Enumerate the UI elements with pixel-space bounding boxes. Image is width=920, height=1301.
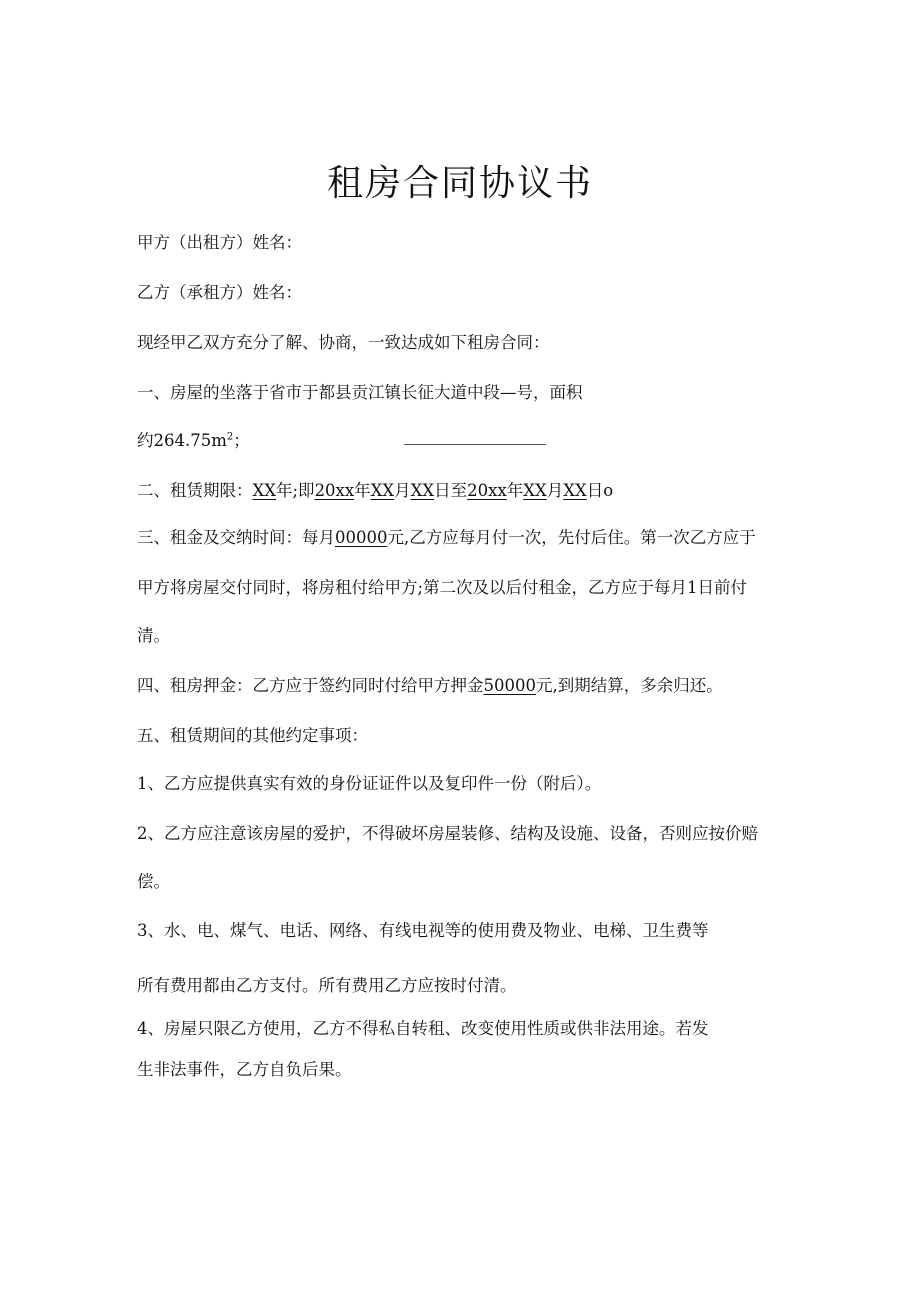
clause-2-lease-term	[137, 480, 613, 502]
item-4-line-2: 生非法事件，乙方自负后果。	[137, 1060, 352, 1079]
clause-2-text: 日o	[586, 481, 614, 500]
item-4-line-1: 4、房屋只限乙方使用，乙方不得私自转租、改变使用性质或供非法用途。若发	[137, 1019, 709, 1038]
clause-3-line-1	[137, 527, 756, 549]
area-text: 约264.75m	[137, 431, 227, 450]
start-day-field: XX	[410, 481, 435, 500]
lease-years-field: XX	[252, 481, 276, 500]
item-2-line-1: 2、乙方应注意该房屋的爱护，不得破坏房屋装修、结构及设施、设备，否则应按价赔	[137, 824, 758, 843]
clause-2-text: 月	[546, 481, 564, 500]
clause-4-suffix: 元,到期结算，多余归还。	[536, 676, 723, 695]
start-month-field: XX	[370, 481, 395, 500]
clause-3-line-2: 甲方将房屋交付同时，将房租付给甲方;第二次及以后付租金，乙方应于每月1日前付	[137, 578, 748, 597]
blank-fill-line	[404, 444, 546, 445]
end-year-field: 20xx	[467, 481, 507, 500]
item-2-line-2: 偿。	[137, 872, 170, 891]
end-day-field: XX	[563, 481, 587, 500]
clause-5-heading: 五、租赁期间的其他约定事项：	[137, 726, 368, 745]
clause-4-prefix: 四、租房押金：乙方应于签约同时付给甲方押金	[137, 676, 484, 695]
clause-4-deposit	[137, 675, 723, 697]
clause-2-text: 月	[394, 481, 411, 500]
clause-3-suffix: 元,乙方应每月付一次，先付后住。第一次乙方应于	[387, 528, 756, 547]
party-a-name-label: 甲方（出租方）姓名：	[137, 233, 302, 252]
item-3-line-2: 所有费用都由乙方支付。所有费用乙方应按时付清。	[137, 976, 517, 995]
start-year-field: 20xx	[314, 481, 355, 500]
area-unit-superscript: 2	[226, 431, 234, 443]
area-terminator: ；	[233, 431, 250, 450]
item-1: 1、乙方应提供真实有效的身份证证件以及复印件一份（附后）。	[137, 774, 602, 793]
clause-2-text: 日至	[434, 481, 468, 500]
document-title: 租房合同协议书	[326, 163, 593, 204]
clause-2-text: 年	[354, 481, 371, 500]
clause-3-line-3: 清。	[137, 626, 170, 645]
clause-2-prefix: 二、租赁期限：	[137, 481, 253, 500]
item-3-line-1: 3、水、电、煤气、电话、网络、有线电视等的使用费及物业、电梯、卫生费等	[137, 921, 709, 940]
deposit-amount-field: 50000	[483, 676, 536, 695]
clause-1-line-2	[137, 430, 250, 452]
party-b-name-label: 乙方（承租方）姓名：	[137, 283, 302, 302]
clause-2-text: 年;即	[276, 481, 315, 500]
clause-3-prefix: 三、租金及交纳时间：每月	[137, 528, 335, 547]
intro-paragraph: 现经甲乙双方充分了解、协商，一致达成如下租房合同：	[137, 333, 550, 352]
end-month-field: XX	[523, 481, 547, 500]
clause-2-text: 年	[506, 481, 524, 500]
clause-1-line-1: 一、房屋的坐落于省市于都县贡江镇长征大道中段—号，面积	[137, 383, 583, 402]
monthly-rent-field: 00000	[335, 528, 388, 547]
